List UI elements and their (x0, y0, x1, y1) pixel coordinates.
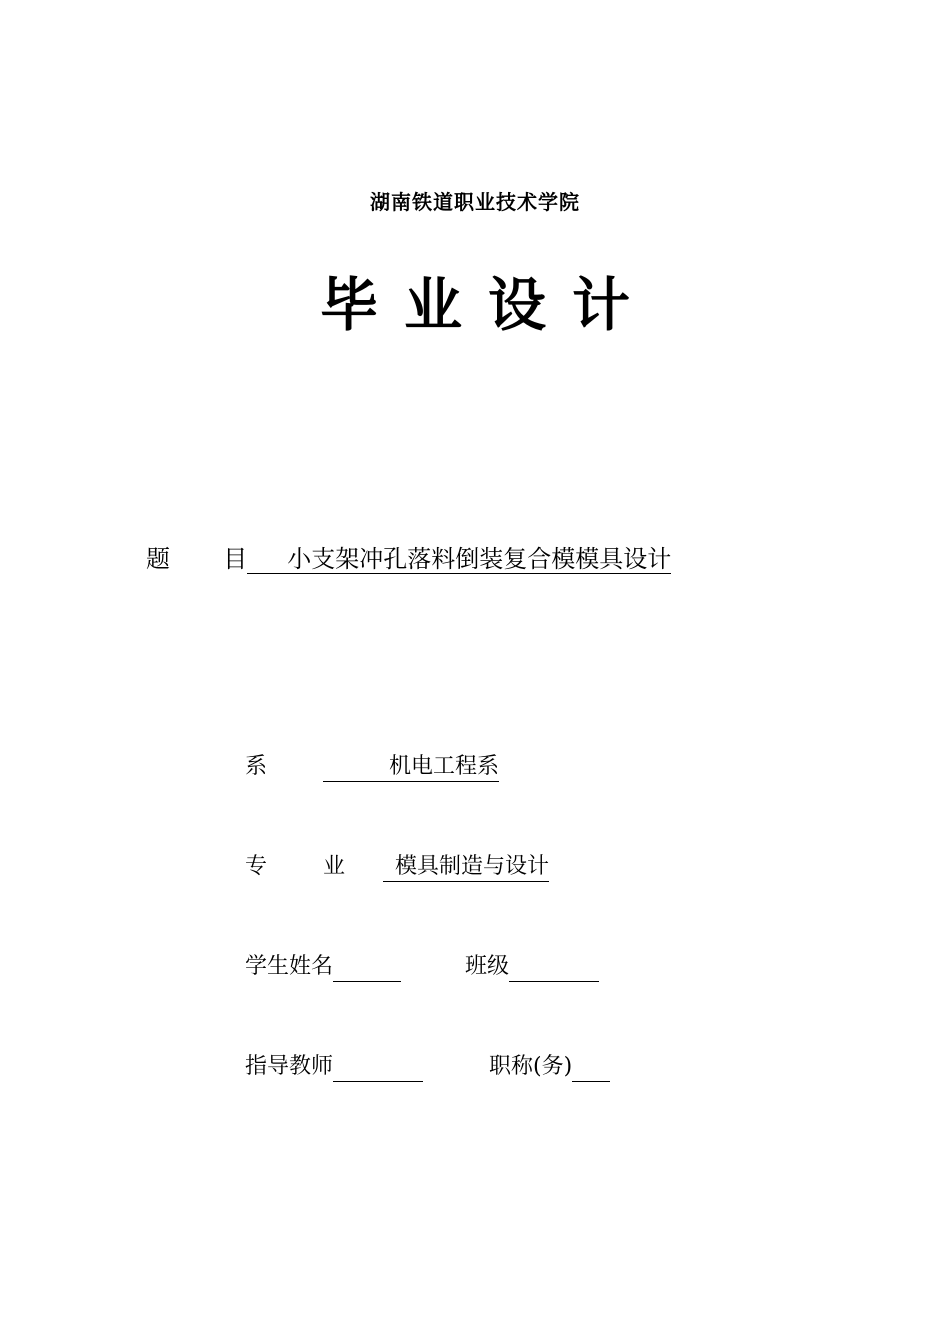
student-row (245, 952, 599, 982)
title-char-2: 业 (403, 271, 462, 339)
advisor-label: 指导教师 (245, 1054, 334, 1079)
student-name-field (333, 957, 401, 982)
title-char-1: 毕 (319, 271, 378, 339)
major-label-2: 业 (323, 854, 346, 879)
title-char-4: 计 (572, 271, 631, 339)
class-field (509, 957, 599, 982)
position-field (572, 1057, 610, 1082)
topic-value-text: 小支架冲孔落料倒装复合模模具设计 (287, 545, 672, 573)
topic-row (146, 544, 671, 574)
topic-label-2: 目 (223, 545, 248, 573)
department-value (323, 753, 499, 782)
position-label: 职称(务) (489, 1054, 573, 1079)
class-label: 班级 (465, 954, 510, 979)
advisor-field (333, 1057, 423, 1082)
major-row (245, 852, 549, 882)
topic-label-1: 题 (146, 545, 170, 573)
document-title (0, 258, 950, 342)
school-name: 湖南铁道职业技术学院 (370, 190, 580, 214)
major-label-1: 专 (245, 854, 268, 879)
department-value-text: 机电工程系 (389, 754, 500, 779)
topic-value (247, 545, 671, 574)
title-char-3: 设 (488, 271, 547, 339)
major-value (383, 853, 549, 882)
major-value-text: 模具制造与设计 (395, 854, 550, 879)
department-row (245, 752, 499, 782)
student-name-label: 学生姓名 (245, 954, 334, 979)
department-label: 系 (245, 754, 268, 779)
advisor-row (245, 1052, 610, 1082)
